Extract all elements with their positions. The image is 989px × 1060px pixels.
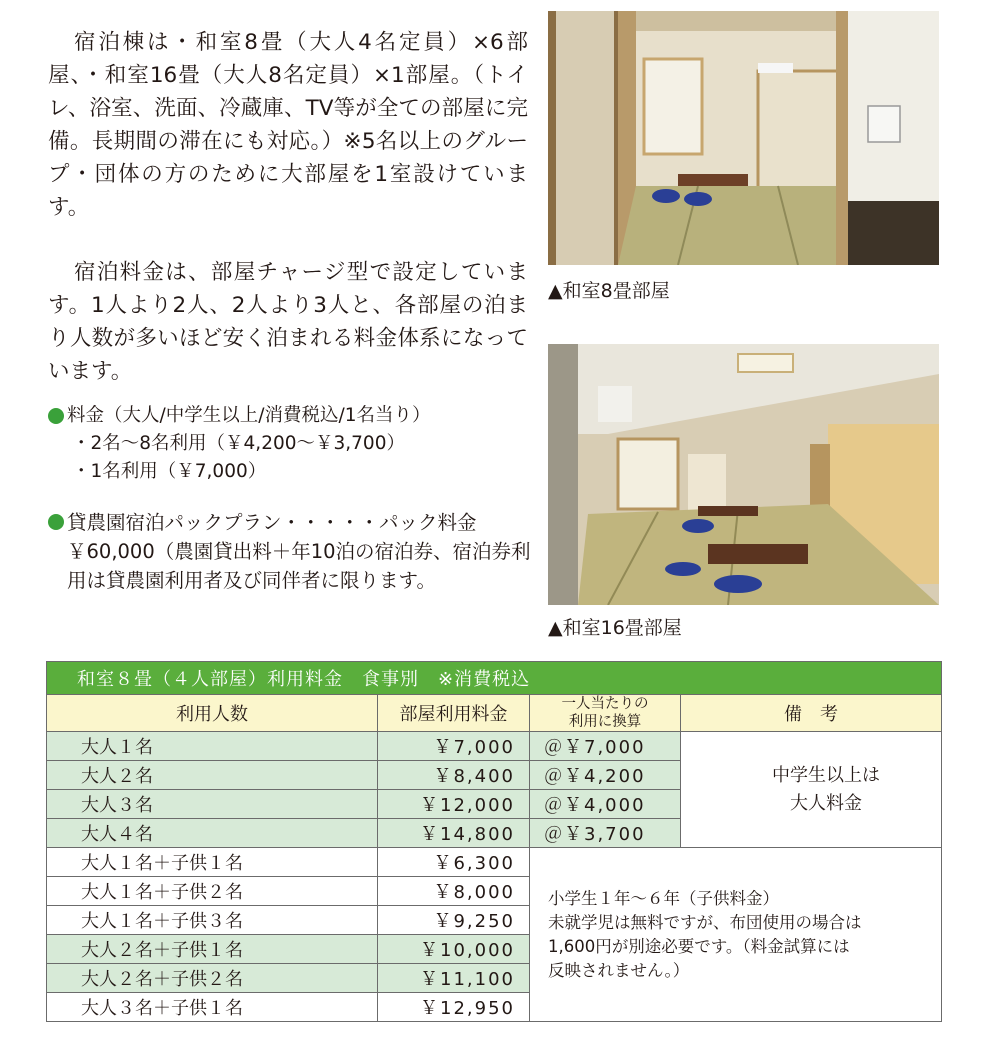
note-child-line2: 未就学児は無料ですが、布団使用の場合は	[548, 912, 862, 932]
header-count: 利用人数	[47, 695, 378, 732]
row-fee: ￥9,250	[378, 906, 530, 935]
row-count: 大人２名＋子供１名	[47, 935, 378, 964]
green-bullet-icon	[48, 514, 64, 530]
room-8-tatami-photo	[548, 11, 939, 265]
header-room-fee: 部屋利用料金	[378, 695, 530, 732]
row-count: 大人４名	[47, 819, 378, 848]
note-child	[530, 848, 942, 1022]
note-adult-line2: 大人料金	[790, 792, 863, 814]
note-child-line4: 反映されません。）	[548, 960, 690, 980]
pack-plan-bullet	[48, 508, 538, 595]
row-count: 大人１名＋子供１名	[47, 848, 378, 877]
row-fee: ￥12,000	[378, 790, 530, 819]
row-fee: ￥8,400	[378, 761, 530, 790]
note-adult-line1: 中学生以上は	[772, 764, 881, 786]
photo-caption-8-tatami: ▲和室8畳部屋	[548, 280, 670, 302]
note-child-line1: 小学生１年～６年（子供料金）	[548, 888, 779, 908]
room-16-tatami-photo	[548, 344, 939, 605]
row-fee: ￥12,950	[378, 993, 530, 1022]
header-per-person-line2: 利用に換算	[568, 714, 642, 730]
note-adult	[681, 732, 942, 848]
row-fee: ￥8,000	[378, 877, 530, 906]
header-per-person-line1: 一人当たりの	[561, 696, 649, 712]
row-per-person: ＠￥4,200	[530, 761, 681, 790]
row-count: 大人１名＋子供２名	[47, 877, 378, 906]
row-count: 大人１名＋子供３名	[47, 906, 378, 935]
row-per-person: ＠￥7,000	[530, 732, 681, 761]
row-count: 大人３名	[47, 790, 378, 819]
table-row	[47, 732, 942, 761]
fee-line-1: ・2名～8名利用（￥4,200～￥3,700）	[72, 433, 405, 454]
intro-paragraph-2: 宿泊料金は、部屋チャージ型で設定しています。1人より2人、2人より3人と、各部屋の泊まり人数が多いほど安く泊まれる料金体系になっています。	[48, 260, 528, 384]
note-child-line3: 1,600円が別途必要です。（料金試算には	[548, 936, 850, 956]
row-fee: ￥6,300	[378, 848, 530, 877]
table-row	[47, 848, 942, 877]
row-count: 大人３名＋子供１名	[47, 993, 378, 1022]
row-fee: ￥7,000	[378, 732, 530, 761]
row-fee: ￥14,800	[378, 819, 530, 848]
row-fee: ￥10,000	[378, 935, 530, 964]
table-title-row	[47, 662, 942, 695]
header-note: 備 考	[681, 695, 942, 732]
intro-paragraph-1: 宿泊棟は・和室8畳（大人4名定員）×6部屋、・和室16畳（大人8名定員）×1部屋。（トイレ、浴室、洗面、冷蔵庫、TV等が全ての部屋に完備。長期間の滞在にも対応。）※5名以上のグループ・団体の方のために大部屋を1室設けています。	[48, 30, 528, 220]
table-title: 和室８畳（４人部屋）利用料金 食事別 ※消費税込	[47, 662, 942, 695]
header-per-person	[530, 695, 681, 732]
row-count: 大人２名＋子供２名	[47, 964, 378, 993]
row-fee: ￥11,100	[378, 964, 530, 993]
table-header-row	[47, 695, 942, 732]
fee-bullet-title: 料金（大人/中学生以上/消費税込/1名当り）	[67, 405, 431, 426]
photo-caption-16-tatami: ▲和室16畳部屋	[548, 617, 682, 639]
row-per-person: ＠￥3,700	[530, 819, 681, 848]
fee-line-2: ・1名利用（￥7,000）	[72, 461, 267, 482]
pack-plan-text: 貸農園宿泊パックプラン・・・・・パック料金￥60,000（農園貸出料＋年10泊の宿泊券、宿泊券利用は貸農園利用者及び同伴者に限ります。	[67, 511, 531, 592]
row-per-person: ＠￥4,000	[530, 790, 681, 819]
green-bullet-icon	[48, 408, 64, 424]
fee-table	[46, 661, 942, 1022]
fee-bullet	[48, 402, 538, 486]
row-count: 大人２名	[47, 761, 378, 790]
row-count: 大人１名	[47, 732, 378, 761]
